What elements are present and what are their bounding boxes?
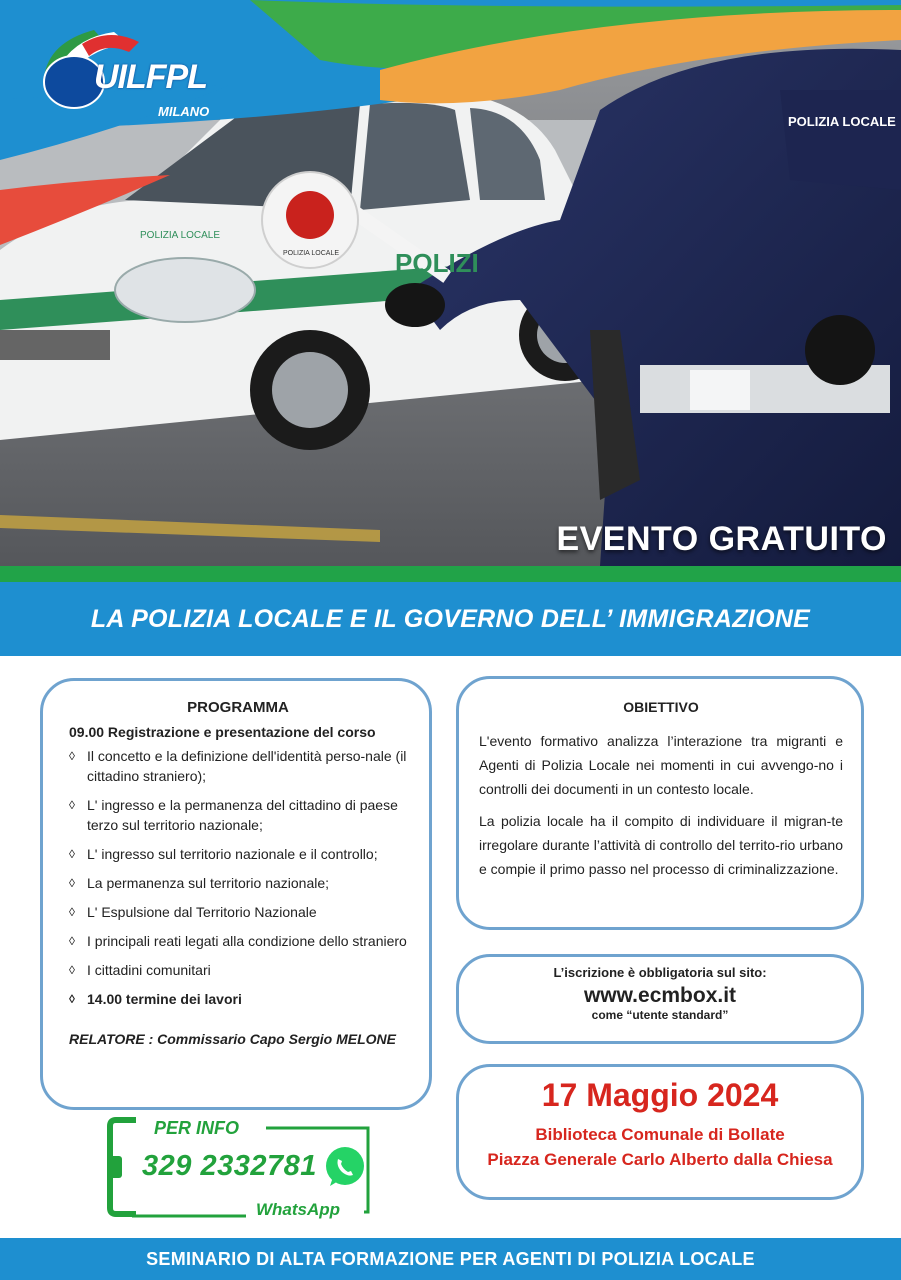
uilfpl-logo	[34, 22, 210, 119]
programma-item-text: I cittadini comunitari	[87, 962, 211, 978]
obiettivo-paragraph-1: L'evento formativo analizza l’interazione tra migranti e Agenti di Polizia Locale nei momenti in cui avvengo-no i controlli dei documenti in un contesto locale.	[479, 733, 843, 797]
phone-number[interactable]: 329 2332781	[142, 1150, 317, 1182]
paddle-text: POLIZIA LOCALE	[283, 250, 340, 257]
evento-gratuito-badge: EVENTO GRATUITO	[556, 520, 887, 558]
car-text-2: POLIZI	[395, 248, 479, 278]
programma-item	[69, 902, 407, 922]
diamond-bullet-icon: ◊	[69, 749, 75, 763]
programma-item	[69, 989, 407, 1009]
programma-item-text: L' ingresso e la permanenza del cittadino di paese terzo sul territorio nazionale;	[87, 797, 398, 833]
logo-name: UILFPL	[94, 58, 207, 96]
programma-item-text: I principali reati legati alla condizione dello straniero	[87, 933, 407, 949]
event-date: 17 Maggio 2024	[541, 1077, 779, 1113]
programma-box	[40, 678, 432, 1110]
diamond-bullet-icon: ◊	[69, 905, 75, 919]
event-date-box	[456, 1064, 864, 1200]
title-band	[0, 582, 901, 656]
programma-item	[69, 746, 407, 786]
programma-item-text: 14.00 termine dei lavori	[87, 991, 242, 1007]
per-info-label: PER INFO	[154, 1118, 240, 1138]
diamond-bullet-icon: ◊	[69, 876, 75, 890]
diamond-bullet-icon: ◊	[69, 992, 75, 1006]
obiettivo-box	[456, 676, 864, 930]
programma-item	[69, 960, 407, 980]
diamond-bullet-icon: ◊	[69, 798, 75, 812]
iscrizione-note: come “utente standard”	[591, 1008, 729, 1022]
diamond-bullet-icon: ◊	[69, 934, 75, 948]
car-text-1: POLIZIA LOCALE	[140, 230, 221, 241]
footer-band	[0, 1238, 901, 1280]
obiettivo-paragraph-2: La polizia locale ha il compito di individuare il migran-te irregolare durante l’attività di controllo del territo-rio urbano e compie il primo passo nel processo di criminalizzazione.	[479, 813, 843, 877]
programma-item	[69, 873, 407, 893]
logo-city: MILANO	[158, 104, 210, 119]
hero-banner	[0, 0, 901, 566]
programma-item	[69, 931, 407, 951]
event-title: LA POLIZIA LOCALE E IL GOVERNO DELL’ IMMIGRAZIONE	[90, 604, 811, 633]
programma-item-text: L' Espulsione dal Territorio Nazionale	[87, 904, 317, 920]
iscrizione-box	[456, 954, 864, 1044]
whatsapp-label: WhatsApp	[256, 1200, 341, 1219]
event-address: Piazza Generale Carlo Alberto dalla Chiesa	[487, 1150, 833, 1169]
uniform-text: POLIZIA LOCALE	[788, 114, 896, 129]
programma-first-item: 09.00 Registrazione e presentazione del corso	[69, 724, 376, 740]
diamond-bullet-icon: ◊	[69, 963, 75, 977]
programma-list	[69, 746, 407, 1009]
contact-block	[106, 1116, 376, 1224]
obiettivo-heading: OBIETTIVO	[623, 699, 699, 715]
footer-text: SEMINARIO DI ALTA FORMAZIONE PER AGENTI DI POLIZIA LOCALE	[146, 1248, 755, 1269]
programma-heading: PROGRAMMA	[187, 699, 289, 716]
programma-item-text: Il concetto e la definizione dell'identità perso-nale (il cittadino straniero);	[87, 748, 407, 784]
whatsapp-icon	[324, 1146, 366, 1188]
iscrizione-label: L’iscrizione è obbligatoria sul sito:	[553, 965, 767, 980]
green-divider	[0, 566, 901, 582]
relatore: RELATORE : Commissario Capo Sergio MELONE	[69, 1031, 396, 1047]
programma-item	[69, 844, 407, 864]
programma-item	[69, 795, 407, 835]
event-venue: Biblioteca Comunale di Bollate	[535, 1125, 785, 1144]
iscrizione-site-link[interactable]: www.ecmbox.it	[583, 984, 737, 1007]
programma-item-text: L' ingresso sul territorio nazionale e il controllo;	[87, 846, 378, 862]
programma-item-text: La permanenza sul territorio nazionale;	[87, 875, 330, 891]
diamond-bullet-icon: ◊	[69, 847, 75, 861]
